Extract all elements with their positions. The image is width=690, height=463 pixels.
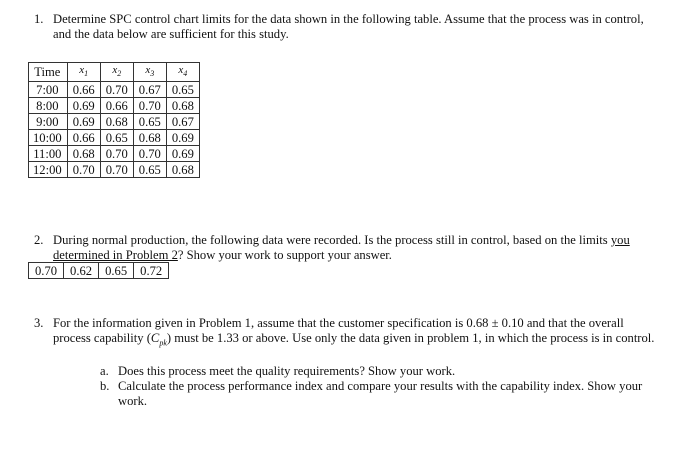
value-cell: 0.67: [133, 82, 166, 98]
time-cell: 7:00: [29, 82, 68, 98]
value-cell: 0.65: [166, 82, 199, 98]
value-cell: 0.65: [100, 130, 133, 146]
problem-2: [34, 233, 664, 263]
problem-3-text: For the information given in Problem 1, assume that the customer specification is 0.68 ± 0.10 and that the overall process capability $(C_{pk})$ must be 1.33 or above. Use only the data given in problem 1, in which the process is in control.: [53, 316, 655, 348]
time-cell: 8:00: [29, 98, 68, 114]
value-cell: 0.68: [166, 98, 199, 114]
problem-2-number: 2.: [34, 233, 44, 247]
value-cell: 0.70: [133, 146, 166, 162]
time-cell: 11:00: [29, 146, 68, 162]
problem-3a-text: Does this process meet the quality requirements? Show your work.: [118, 364, 456, 378]
header-x2: $x_2$: [100, 63, 133, 82]
production-value: 0.72: [134, 263, 169, 279]
table-row: [29, 146, 200, 162]
problem-3: [34, 316, 664, 351]
table-header-row: [29, 63, 200, 82]
value-cell: 0.68: [100, 114, 133, 130]
header-x1: $x_1$: [67, 63, 100, 82]
production-value: 0.65: [99, 263, 134, 279]
value-cell: 0.69: [166, 146, 199, 162]
value-cell: 0.68: [67, 146, 100, 162]
problem-3b-text: Calculate the process performance index and compare your results with the capability index. Show your work.: [118, 379, 643, 408]
value-cell: 0.67: [166, 114, 199, 130]
header-time: Time: [29, 63, 68, 82]
production-value: 0.62: [64, 263, 99, 279]
problem-2-text: During normal production, the following data were recorded. Is the process still in control, based on the limits you determined in Problem 2? Show your work to support your answer.: [53, 233, 630, 262]
table-row: [29, 98, 200, 114]
value-cell: 0.70: [100, 82, 133, 98]
problem-1-number: 1.: [34, 12, 44, 26]
problem-1: [34, 12, 664, 42]
value-cell: 0.65: [133, 162, 166, 178]
value-cell: 0.66: [100, 98, 133, 114]
header-x3: $x_3$: [133, 63, 166, 82]
problem-3-number: 3.: [34, 316, 44, 330]
value-cell: 0.66: [67, 82, 100, 98]
value-cell: 0.70: [67, 162, 100, 178]
value-cell: 0.70: [100, 146, 133, 162]
table-row: [29, 82, 200, 98]
value-cell: 0.69: [67, 114, 100, 130]
value-cell: 0.70: [100, 162, 133, 178]
production-table: [28, 262, 169, 279]
problem-3a: [100, 364, 660, 379]
value-cell: 0.69: [67, 98, 100, 114]
problem-3b: [100, 379, 660, 409]
table-row: [29, 162, 200, 178]
value-cell: 0.70: [133, 98, 166, 114]
problem-3b-label: b.: [100, 379, 110, 393]
value-cell: 0.69: [166, 130, 199, 146]
table-row: [29, 114, 200, 130]
value-cell: 0.66: [67, 130, 100, 146]
header-x4: $x_4$: [166, 63, 199, 82]
production-row: [29, 263, 169, 279]
time-cell: 9:00: [29, 114, 68, 130]
production-value: 0.70: [29, 263, 64, 279]
time-cell: 12:00: [29, 162, 68, 178]
value-cell: 0.65: [133, 114, 166, 130]
value-cell: 0.68: [133, 130, 166, 146]
value-cell: 0.68: [166, 162, 199, 178]
time-cell: 10:00: [29, 130, 68, 146]
cpk-symbol: $C_{pk}$: [150, 331, 167, 348]
problem-1-text: Determine SPC control chart limits for the data shown in the following table. Assume that the process was in control, and the data below are sufficient for this study.: [53, 12, 644, 41]
table-row: [29, 130, 200, 146]
data-table: [28, 62, 200, 178]
problem-3a-label: a.: [100, 364, 109, 378]
